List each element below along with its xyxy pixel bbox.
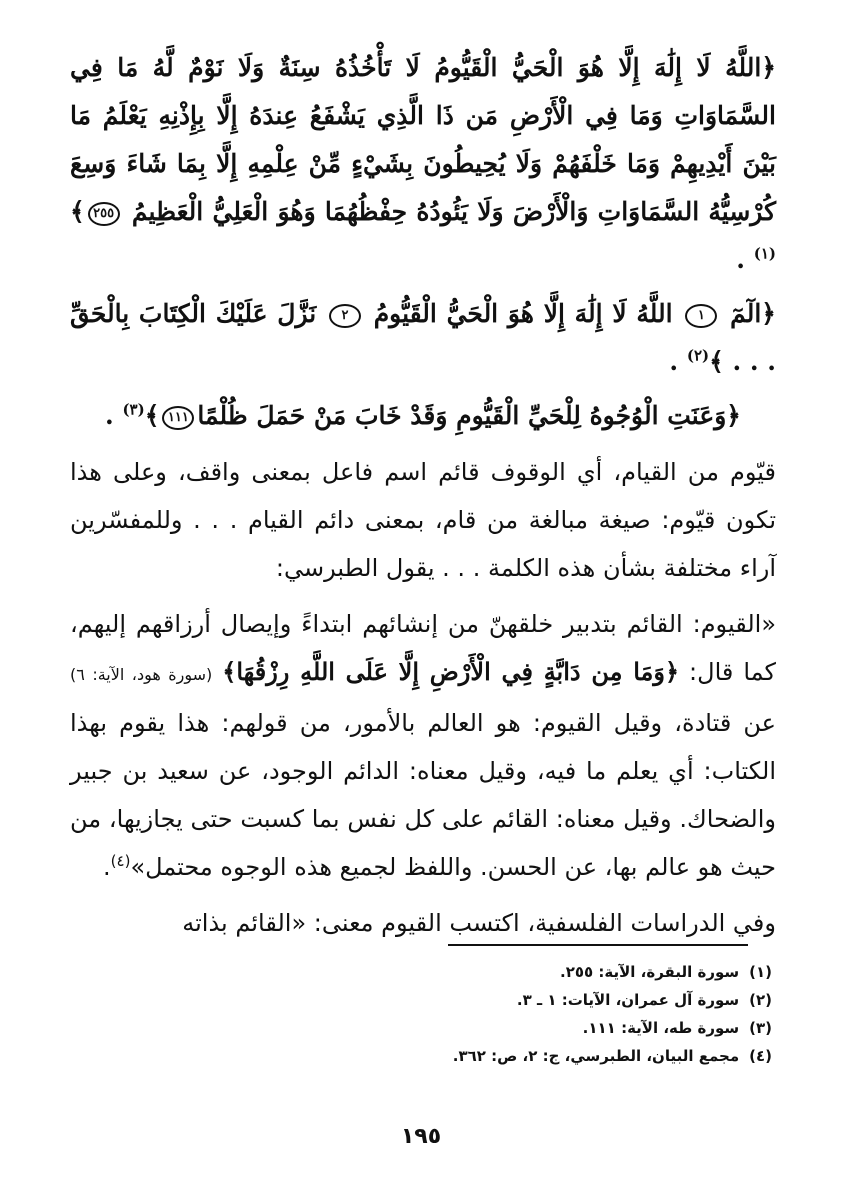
- paragraph-definition: قيّوم من القيام، أي الوقوف قائم اسم فاعل بمعنى واقف، وعلى هذا تكون قيّوم: صيغة مبالغة من قام، بمعنى دائم القيام . . . وللمفسّرين آراء مختلفة بشأن هذه الكلمة . . . يقول الطبرسي:: [70, 458, 776, 582]
- paragraph-tabarsi-quote: «القيوم: القائم بتدبير خلقهنّ من إنشائهم ابتداءً وإيصال أرزاقهم إليهم، كما قال: ﴿وَمَا مِن دَابَّةٍ فِي الْأَرْضِ إِلَّا عَلَى اللَّهِ رِزْقُهَا﴾ (سورة هود، الآية: ٦) عن قتادة، وقيل القيوم: هو العالم بالأمور، من قولهم: هذا يقوم بهذا الكتاب: أي يعلم ما فيه، وقيل معناه: الدائم الوجود، عن سعيد بن جبير والضحاك. وقيل معناه: القائم على كل نفس بما كسبت حتى يجازيها، من حيث هو عالم بها، عن الحسن. واللفظ لجميع هذه الوجوه محتمل»$^{(٤)}$.: [70, 610, 776, 881]
- footnote-number: (١): [749, 963, 772, 981]
- footnote-ref: (٢): [686, 346, 710, 365]
- footnote-item: [72, 1042, 772, 1070]
- inline-ayah: ﴿وَمَا مِن دَابَّةٍ فِي الْأَرْضِ إِلَّا عَلَى اللَّهِ رِزْقُهَا﴾: [222, 657, 680, 686]
- footnote-number: (٤): [749, 1047, 772, 1065]
- ayah-number-marker: ١١١: [162, 406, 194, 430]
- surah-citation: (سورة هود، الآية: ٦): [70, 665, 213, 684]
- verse-closing-bracket: ﴾: [144, 401, 160, 430]
- footnote-item: [72, 958, 772, 986]
- ayah-number-marker: ١: [685, 304, 717, 328]
- verse-text: نَزَّلَ عَلَيْكَ الْكِتَابَ بِالْحَقِّ . . . ﴾: [70, 299, 776, 376]
- footnotes-list: [72, 958, 772, 1070]
- ayah-number-marker: ٢: [329, 304, 361, 328]
- verse-al-imran: ﴿الٓمٓ ١ اللَّهُ لَا إِلَٰهَ إِلَّا هُوَ الْحَيُّ الْقَيُّومُ ٢ نَزَّلَ عَلَيْكَ الْكِتَابَ بِالْحَقِّ . . . ﴾$^{(٢)}$ .: [70, 299, 776, 376]
- verse-text: ﴿وَعَنَتِ الْوُجُوهُ لِلْحَيِّ الْقَيُّومِ وَقَدْ خَابَ مَنْ حَمَلَ ظُلْمًا: [197, 401, 741, 430]
- quote-text: عن قتادة، وقيل القيوم: هو العالم بالأمور، من قولهم: هذا يقوم بهذا الكتاب: أي يعلم ما فيه، وقيل معناه: الدائم الوجود، عن سعيد بن جبير والضحاك. وقيل معناه: القائم على كل نفس بما كسبت حتى يجازيها، من حيث هو عالم بها، عن الحسن. واللفظ لجميع هذه الوجوه محتمل»: [70, 709, 776, 881]
- footnote-item: [72, 986, 772, 1014]
- verse-text: اللَّهُ لَا إِلَٰهَ إِلَّا هُوَ الْحَيُّ الْقَيُّومُ: [373, 299, 673, 328]
- footnote-ref: (١): [753, 244, 776, 263]
- footnote-text: سورة آل عمران، الآيات: ١ ـ ٣.: [516, 991, 740, 1009]
- footnote-ref: (٤): [110, 852, 131, 870]
- verse-text: ﴿الٓمٓ: [730, 299, 776, 328]
- footnote-text: سورة البقرة، الآية: ٢٥٥.: [560, 963, 740, 981]
- page-number: ١٩٥: [400, 1124, 442, 1149]
- footnote-number: (٣): [749, 1019, 772, 1037]
- footnote-divider: [448, 944, 748, 946]
- verse-closing-bracket: ﴾: [70, 197, 85, 226]
- verse-text: ﴿اللَّهُ لَا إِلَٰهَ إِلَّا هُوَ الْحَيُّ الْقَيُّومُ لَا تَأْخُذُهُ سِنَةٌ وَلَا نَوْمٌ لَّهُ مَا فِي السَّمَاوَاتِ وَمَا فِي الْأَرْضِ مَن ذَا الَّذِي يَشْفَعُ عِندَهُ إِلَّا بِإِذْنِهِ يَعْلَمُ مَا بَيْنَ أَيْدِيهِمْ وَمَا خَلْفَهُمْ وَلَا يُحِيطُونَ بِشَيْءٍ مِّنْ عِلْمِهِ إِلَّا بِمَا شَاءَ وَسِعَ كُرْسِيُّهُ السَّمَاوَاتِ وَالْأَرْضَ وَلَا يَئُودُهُ حِفْظُهُمَا وَهُوَ الْعَلِيُّ الْعَظِيمُ: [70, 53, 776, 226]
- footnote-number: (٢): [749, 991, 772, 1009]
- verse-ayat-al-kursi: ﴿اللَّهُ لَا إِلَٰهَ إِلَّا هُوَ الْحَيُّ الْقَيُّومُ لَا تَأْخُذُهُ سِنَةٌ وَلَا نَوْمٌ لَّهُ مَا فِي السَّمَاوَاتِ وَمَا فِي الْأَرْضِ مَن ذَا الَّذِي يَشْفَعُ عِندَهُ إِلَّا بِإِذْنِهِ يَعْلَمُ مَا بَيْنَ أَيْدِيهِمْ وَمَا خَلْفَهُمْ وَلَا يُحِيطُونَ بِشَيْءٍ مِّنْ عِلْمِهِ إِلَّا بِمَا شَاءَ وَسِعَ كُرْسِيُّهُ السَّمَاوَاتِ وَالْأَرْضَ وَلَا يَئُودُهُ حِفْظُهُمَا وَهُوَ الْعَلِيُّ الْعَظِيمُ ٢٥٥﴾$^{(١)}$ .: [70, 53, 776, 274]
- footnote-text: سورة طه، الآية: ١١١.: [582, 1019, 740, 1037]
- footnote-text: مجمع البيان، الطبرسي، ج: ٢، ص: ٣٦٢.: [452, 1047, 740, 1065]
- footnote-ref: (٣): [122, 400, 145, 419]
- footnote-item: [72, 1014, 772, 1042]
- paragraph-philosophy: وفي الدراسات الفلسفية، اكتسب القيوم معنى: «القائم بذاته: [182, 909, 776, 937]
- ayah-number-marker: ٢٥٥: [88, 202, 120, 226]
- quote-text: «القيوم: القائم بتدبير خلقهنّ من إنشائهم ابتداءً وإيصال أرزاقهم إليهم، كما قال:: [70, 610, 776, 686]
- verse-taha: ﴿وَعَنَتِ الْوُجُوهُ لِلْحَيِّ الْقَيُّومِ وَقَدْ خَابَ مَنْ حَمَلَ ظُلْمًا١١١﴾$^{(٣)}$ .: [105, 400, 741, 430]
- page-body: [70, 44, 776, 947]
